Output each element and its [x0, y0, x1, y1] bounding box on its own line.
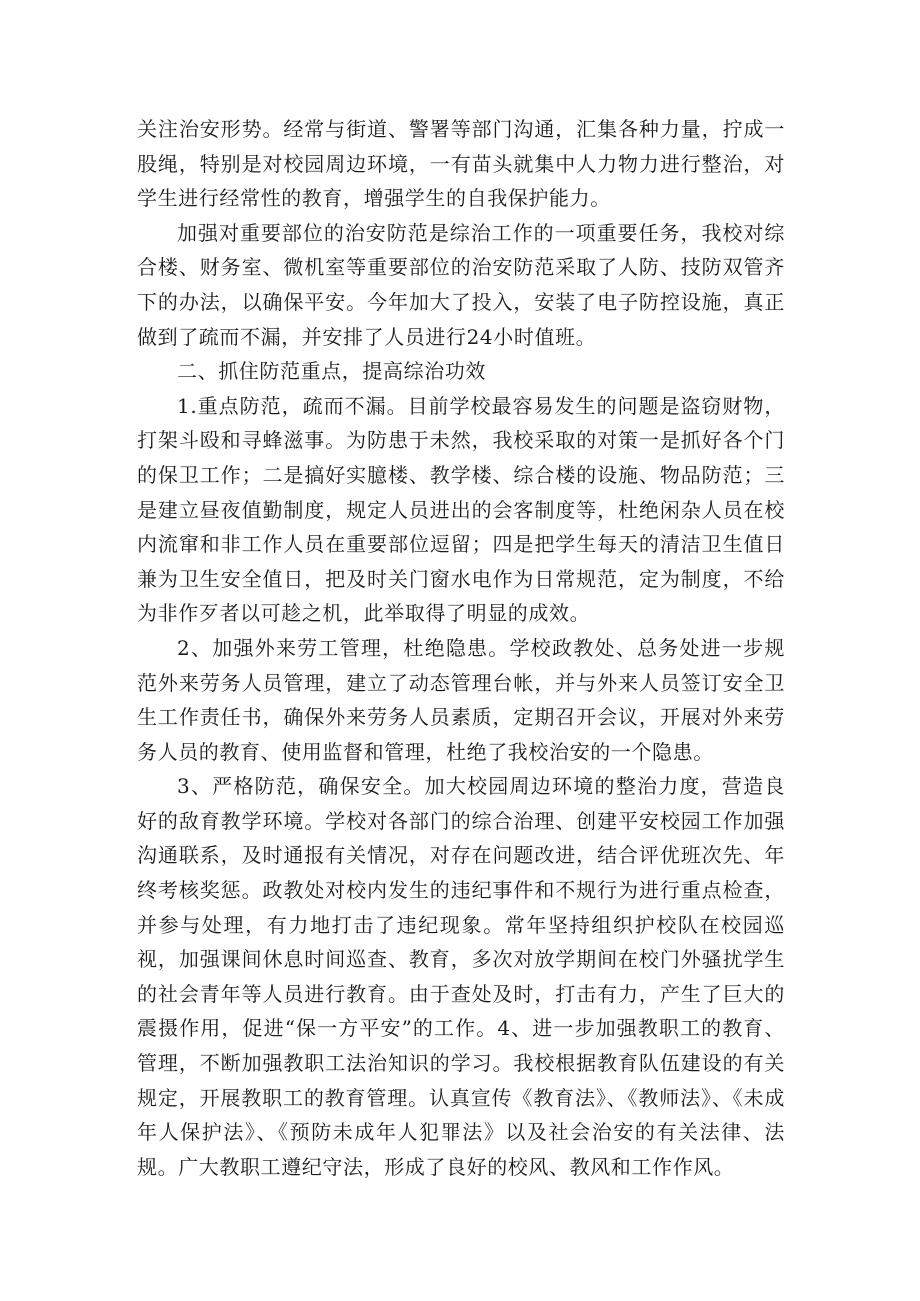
paragraph-2: 加强对重要部位的治安防范是综治工作的一项重要任务，我校对综合楼、财务室、微机室等重要部位的治安防范采取了人防、技防双管齐下的办法，以确保平安。今年加大了投入，安装了电子防控设施，真正做到了疏而不漏，并安排了人员进行24小时值班。 — [137, 220, 785, 349]
paragraph-5: 3、严格防范，确保安全。加大校园周边环境的整治力度，营造良好的敌育教学环境。学校对各部门的综合治理、创建平安校园工作加强沟通联系，及时通报有关情况，对存在问题改进，结合评优班次先、年终考核奖惩。政教处对校内发生的违纪事件和不规行为进行重点检查，并参与处理，有力地打击了违纪现象。常年坚持组织护校队在校园巡视，加强课间休息时间巡查、教育，多次对放学期间在校门外骚扰学生的社会青年等人员进行教育。由于查处及时，打击有力，产生了巨大的震摄作用，促进“保一方平安”的工作。4、进一步加强教职工的教育、管理，不断加强教职工法治知识的学习。我校根据教育队伍建设的有关规定，开展教职工的教育管理。认真宣传《教育法》、《教师法》、《未成年人保护法》、《预防未成年人犯罪法》以及社会治安的有关法律、法规。广大教职工遵纪守法，形成了良好的校风、教风和工作作风。 — [137, 774, 785, 1179]
paragraph-4: 2、加强外来劳工管理，杜绝隐患。学校政教处、总务处进一步规范外来劳务人员管理，建立了动态管理台帐，并与外来人员签订安全卫生工作责任书，确保外来劳务人员素质，定期召开会议，开展对外来劳务人员的教育、使用监督和管理，杜绝了我校治安的一个隐患。 — [137, 635, 785, 764]
paragraph-3: 1.重点防范，疏而不漏。目前学校最容易发生的问题是盗窃财物，打架斗殴和寻蜂滋事。为防患于未然，我校采取的对策一是抓好各个门的保卫工作；二是搞好实臆楼、教学楼、综合楼的设施、物品防范；三是建立昼夜值勤制度，规定人员进出的会客制度等，杜绝闲杂人员在校内流窜和非工作人员在重要部位逗留；四是把学生每天的清洁卫生值日兼为卫生安全值日，把及时关门窗水电作为日常规范，定为制度，不给为非作歹者以可趁之机，此举取得了明显的成效。 — [137, 393, 785, 626]
paragraph-1: 关注治安形势。经常与街道、警署等部门沟通，汇集各种力量，拧成一股绳，特别是对校园周边环境，一有苗头就集中人力物力进行整治，对学生进行经常性的教育，增强学生的自我保护能力。 — [137, 117, 785, 211]
section-heading: 二、抓住防范重点，提高综治功效 — [177, 359, 486, 384]
document-body — [137, 112, 785, 1184]
